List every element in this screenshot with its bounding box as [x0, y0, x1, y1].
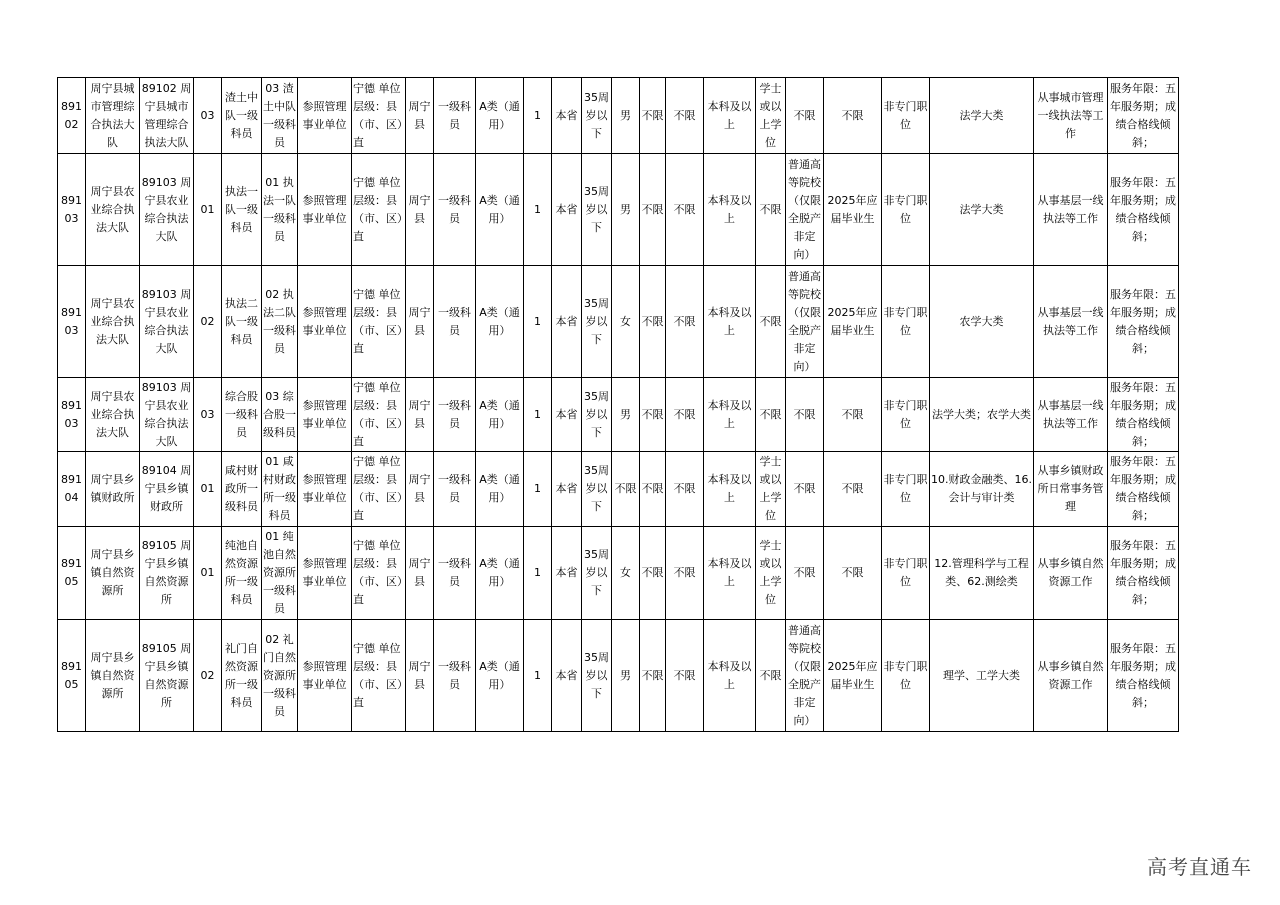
table-cell: 本科及以上	[704, 378, 756, 452]
table-cell: 宁德 单位层级：县（市、区）直	[352, 620, 406, 732]
table-cell: 执法一队一级科员	[222, 154, 262, 266]
table-cell: 不限	[666, 527, 704, 620]
table-cell: 2025年应届毕业生	[824, 266, 882, 378]
table-cell: 不限	[666, 78, 704, 154]
table-cell: 35周岁以下	[582, 266, 612, 378]
table-cell: 不限	[640, 154, 666, 266]
table-cell: 35周岁以下	[582, 452, 612, 527]
table-cell: 服务年限：五年服务期；成绩合格线倾斜；	[1108, 154, 1179, 266]
table-cell: 02	[194, 620, 222, 732]
table-cell: 周宁县城市管理综合执法大队	[86, 78, 140, 154]
table-cell: 89105	[58, 620, 86, 732]
table-cell: 35周岁以下	[582, 154, 612, 266]
table-cell: 服务年限：五年服务期；成绩合格线倾斜；	[1108, 78, 1179, 154]
table-cell: 89103 周宁县农业综合执法大队	[140, 154, 194, 266]
table-cell: 01	[194, 452, 222, 527]
table-cell: 1	[524, 78, 552, 154]
table-cell: 不限	[666, 620, 704, 732]
table-cell: 从事城市管理一线执法等工作	[1034, 78, 1108, 154]
table-cell: 不限	[756, 378, 786, 452]
table-cell: 非专门职位	[882, 452, 930, 527]
table-cell: A类（通用）	[476, 378, 524, 452]
table-cell: 一级科员	[434, 620, 476, 732]
table-cell: 不限	[612, 452, 640, 527]
table-row	[58, 378, 1179, 452]
table-cell: 本科及以上	[704, 78, 756, 154]
table-cell: 综合股一级科员	[222, 378, 262, 452]
table-cell: 不限	[786, 452, 824, 527]
table-cell: 本省	[552, 154, 582, 266]
table-cell: 非专门职位	[882, 378, 930, 452]
table-cell: 01 执法一队一级科员	[262, 154, 298, 266]
table-cell: 服务年限：五年服务期；成绩合格线倾斜；	[1108, 378, 1179, 452]
table-cell: A类（通用）	[476, 620, 524, 732]
table-cell: 不限	[640, 78, 666, 154]
table-cell: 89103	[58, 266, 86, 378]
table-cell: 不限	[640, 527, 666, 620]
table-cell: 03	[194, 78, 222, 154]
table-cell: 不限	[756, 620, 786, 732]
table-cell: 02 礼门自然资源所一级科员	[262, 620, 298, 732]
table-cell: 周宁县	[406, 527, 434, 620]
table-cell: 不限	[640, 620, 666, 732]
table-cell: 非专门职位	[882, 266, 930, 378]
table-cell: 不限	[824, 452, 882, 527]
table-cell: 从事乡镇自然资源工作	[1034, 527, 1108, 620]
table-cell: 周宁县乡镇财政所	[86, 452, 140, 527]
table-cell: 非专门职位	[882, 527, 930, 620]
table-cell: 从事基层一线执法等工作	[1034, 378, 1108, 452]
table-cell: 01 纯池自然资源所一级科员	[262, 527, 298, 620]
table-cell: 周宁县农业综合执法大队	[86, 266, 140, 378]
table-cell: 89103 周宁县农业综合执法大队	[140, 378, 194, 452]
table-cell: 1	[524, 378, 552, 452]
table-cell: 一级科员	[434, 527, 476, 620]
table-cell: 03	[194, 378, 222, 452]
table-cell: 宁德 单位层级：县（市、区）直	[352, 452, 406, 527]
table-cell: 35周岁以下	[582, 620, 612, 732]
table-cell: 不限	[666, 266, 704, 378]
table-cell: 1	[524, 452, 552, 527]
table-cell: 非专门职位	[882, 620, 930, 732]
table-cell: 03 渣土中队一级科员	[262, 78, 298, 154]
table-cell: A类（通用）	[476, 266, 524, 378]
table-cell: 参照管理事业单位	[298, 154, 352, 266]
table-cell: 03 综合股一级科员	[262, 378, 298, 452]
table-cell: 非专门职位	[882, 154, 930, 266]
table-cell: 学士或以上学位	[756, 78, 786, 154]
table-cell: A类（通用）	[476, 527, 524, 620]
table-cell: 普通高等院校（仅限全脱产非定向）	[786, 266, 824, 378]
table-cell: 10.财政金融类、16.会计与审计类	[930, 452, 1034, 527]
table-cell: 89105 周宁县乡镇自然资源所	[140, 620, 194, 732]
table-cell: 宁德 单位层级：县（市、区）直	[352, 154, 406, 266]
table-cell: 89103 周宁县农业综合执法大队	[140, 266, 194, 378]
table-cell: 不限	[824, 378, 882, 452]
table-cell: 周宁县	[406, 452, 434, 527]
table-cell: 男	[612, 78, 640, 154]
table-cell: 一级科员	[434, 78, 476, 154]
table-cell: 89102 周宁县城市管理综合执法大队	[140, 78, 194, 154]
recruitment-table	[57, 77, 1179, 732]
table-cell: 普通高等院校（仅限全脱产非定向）	[786, 620, 824, 732]
table-row	[58, 527, 1179, 620]
table-cell: 宁德 单位层级：县（市、区）直	[352, 378, 406, 452]
table-cell: 从事乡镇财政所日常事务管理	[1034, 452, 1108, 527]
table-cell: 礼门自然资源所一级科员	[222, 620, 262, 732]
table-cell: A类（通用）	[476, 154, 524, 266]
table-cell: 02	[194, 266, 222, 378]
table-cell: 服务年限：五年服务期；成绩合格线倾斜；	[1108, 266, 1179, 378]
table-cell: 02 执法二队一级科员	[262, 266, 298, 378]
watermark-text: 高考直通车	[1147, 855, 1252, 879]
table-cell: 一级科员	[434, 266, 476, 378]
table-cell: 服务年限：五年服务期；成绩合格线倾斜；	[1108, 620, 1179, 732]
table-cell: 89104	[58, 452, 86, 527]
table-cell: 宁德 单位层级：县（市、区）直	[352, 266, 406, 378]
table-cell: 不限	[824, 78, 882, 154]
table-cell: 不限	[640, 266, 666, 378]
table-cell: 参照管理事业单位	[298, 452, 352, 527]
table-cell: 不限	[786, 78, 824, 154]
table-row	[58, 266, 1179, 378]
table-cell: 本省	[552, 620, 582, 732]
table-cell: 法学大类；农学大类	[930, 378, 1034, 452]
table-cell: A类（通用）	[476, 78, 524, 154]
table-cell: 女	[612, 266, 640, 378]
table-cell: 本省	[552, 527, 582, 620]
table-row	[58, 452, 1179, 527]
table-cell: 01 咸村财政所一级科员	[262, 452, 298, 527]
table-cell: 咸村财政所一级科员	[222, 452, 262, 527]
table-cell: 参照管理事业单位	[298, 266, 352, 378]
table-cell: 从事基层一线执法等工作	[1034, 266, 1108, 378]
table-cell: 不限	[640, 378, 666, 452]
table-cell: 农学大类	[930, 266, 1034, 378]
table-cell: 35周岁以下	[582, 378, 612, 452]
table-cell: 渣土中队一级科员	[222, 78, 262, 154]
table-cell: 服务年限：五年服务期；成绩合格线倾斜；	[1108, 527, 1179, 620]
table-cell: 1	[524, 154, 552, 266]
table-cell: 一级科员	[434, 378, 476, 452]
table-cell: 男	[612, 154, 640, 266]
table-cell: 参照管理事业单位	[298, 378, 352, 452]
table-cell: 服务年限：五年服务期；成绩合格线倾斜；	[1108, 452, 1179, 527]
table-cell: 周宁县农业综合执法大队	[86, 378, 140, 452]
table-cell: 周宁县	[406, 78, 434, 154]
table-cell: 法学大类	[930, 78, 1034, 154]
table-cell: 周宁县	[406, 378, 434, 452]
table-cell: 不限	[666, 154, 704, 266]
table-cell: 从事基层一线执法等工作	[1034, 154, 1108, 266]
table-cell: 周宁县乡镇自然资源所	[86, 527, 140, 620]
table-cell: 理学、工学大类	[930, 620, 1034, 732]
table-cell: 宁德 单位层级：县（市、区）直	[352, 527, 406, 620]
table-cell: 不限	[786, 378, 824, 452]
table-cell: 不限	[786, 527, 824, 620]
table-cell: 学士或以上学位	[756, 452, 786, 527]
table-cell: 89103	[58, 154, 86, 266]
table-cell: 不限	[666, 378, 704, 452]
table-cell: 参照管理事业单位	[298, 527, 352, 620]
table-body	[58, 78, 1179, 732]
table-cell: 普通高等院校（仅限全脱产非定向）	[786, 154, 824, 266]
table-cell: 89105 周宁县乡镇自然资源所	[140, 527, 194, 620]
table-cell: 执法二队一级科员	[222, 266, 262, 378]
table-cell: 1	[524, 527, 552, 620]
table-cell: 女	[612, 527, 640, 620]
table-cell: 宁德 单位层级：县（市、区）直	[352, 78, 406, 154]
table-cell: 2025年应届毕业生	[824, 154, 882, 266]
table-cell: 周宁县农业综合执法大队	[86, 154, 140, 266]
table-cell: 不限	[640, 452, 666, 527]
table-cell: 本科及以上	[704, 620, 756, 732]
table-cell: 89105	[58, 527, 86, 620]
table-cell: 从事乡镇自然资源工作	[1034, 620, 1108, 732]
table-row	[58, 154, 1179, 266]
table-cell: 本省	[552, 452, 582, 527]
table-cell: 男	[612, 620, 640, 732]
table-cell: 35周岁以下	[582, 78, 612, 154]
table-cell: 89102	[58, 78, 86, 154]
table-cell: 1	[524, 266, 552, 378]
table-cell: 89104 周宁县乡镇财政所	[140, 452, 194, 527]
table-cell: 12.管理科学与工程类、62.测绘类	[930, 527, 1034, 620]
table-cell: 不限	[666, 452, 704, 527]
table-cell: 89103	[58, 378, 86, 452]
table-cell: 本省	[552, 378, 582, 452]
table-row	[58, 78, 1179, 154]
table-cell: 男	[612, 378, 640, 452]
table-cell: 周宁县	[406, 620, 434, 732]
table-cell: 本省	[552, 266, 582, 378]
table-cell: 不限	[824, 527, 882, 620]
table-cell: 本科及以上	[704, 266, 756, 378]
table-cell: 01	[194, 154, 222, 266]
table-cell: 一级科员	[434, 452, 476, 527]
table-cell: 周宁县	[406, 154, 434, 266]
table-cell: 参照管理事业单位	[298, 78, 352, 154]
table-cell: 本科及以上	[704, 452, 756, 527]
table-cell: 35周岁以下	[582, 527, 612, 620]
table-cell: 2025年应届毕业生	[824, 620, 882, 732]
table-cell: 周宁县	[406, 266, 434, 378]
table-cell: 周宁县乡镇自然资源所	[86, 620, 140, 732]
table-cell: 不限	[756, 266, 786, 378]
table-cell: 不限	[756, 154, 786, 266]
table-cell: 参照管理事业单位	[298, 620, 352, 732]
table-cell: 01	[194, 527, 222, 620]
table-cell: 纯池自然资源所一级科员	[222, 527, 262, 620]
table-cell: 学士或以上学位	[756, 527, 786, 620]
table-cell: 1	[524, 620, 552, 732]
table-cell: 法学大类	[930, 154, 1034, 266]
table-cell: 非专门职位	[882, 78, 930, 154]
table-row	[58, 620, 1179, 732]
table-cell: 本科及以上	[704, 527, 756, 620]
table-cell: 本省	[552, 78, 582, 154]
table-cell: 一级科员	[434, 154, 476, 266]
table-cell: A类（通用）	[476, 452, 524, 527]
table-cell: 本科及以上	[704, 154, 756, 266]
